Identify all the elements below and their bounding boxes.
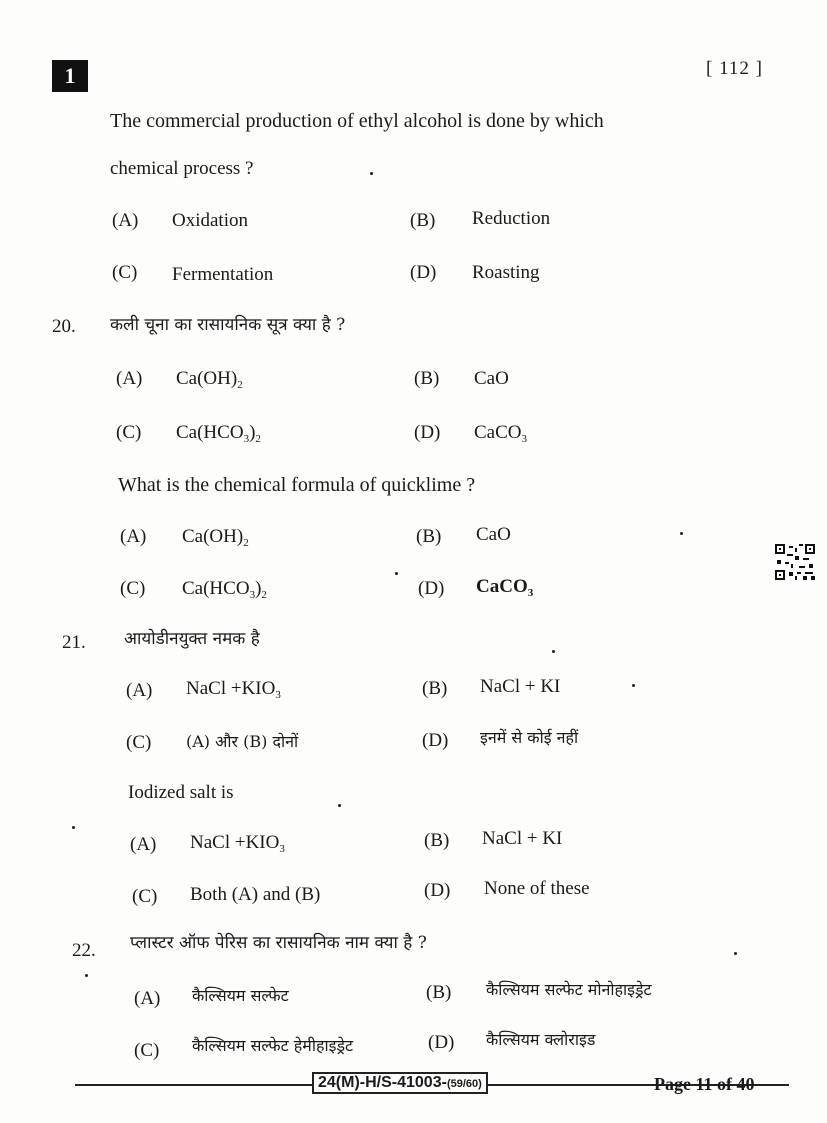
q19-option-b: Reduction [472,208,551,229]
q22-option-key-a: (A) [134,988,161,1009]
q20-en-option-d: CaCO$_3$ [476,576,534,599]
q20-hi-option-key-c: (C) [116,422,142,443]
q19-option-d: Roasting [472,262,540,283]
q20-hi-option-c: $Ca(HCO_3)_2$ [176,422,261,445]
q20-hindi-question: कली चूना का रासायनिक सूत्र क्या है ? [110,315,346,335]
q19-option-key-b: (B) [410,210,436,231]
scan-speck [85,974,88,977]
scan-speck [734,952,737,955]
q22-option-key-c: (C) [134,1040,160,1061]
q21-hi-option-c: (A) और (B) दोनों [186,732,299,751]
q21-en-option-b: NaCl + KI [482,828,563,849]
q19-option-key-d: (D) [410,262,437,283]
scan-speck [632,684,635,687]
q21-number: 21. [62,632,86,653]
scan-speck [72,826,75,829]
qr-code-icon [775,544,815,580]
q22-number: 22. [72,940,96,961]
q21-en-option-key-b: (B) [424,830,450,851]
q21-en-option-c: Both (A) and (B) [190,884,321,905]
q22-option-c: कैल्सियम सल्फेट हेमीहाइड्रेट [192,1036,354,1055]
q20-hi-option-key-a: (A) [116,368,143,389]
q21-en-option-key-a: (A) [130,834,157,855]
q19-option-c: Fermentation [172,264,274,285]
q19-option-a: Oxidation [172,210,248,231]
q20-hi-option-a: $Ca(OH)_2$ [176,368,243,391]
q20-en-option-key-d: (D) [418,578,445,599]
q21-hi-option-a: NaCl $+KIO_3$ [186,678,281,701]
q22-option-d: कैल्सियम क्लोराइड [486,1030,596,1049]
q20-en-option-b: CaO [476,524,511,545]
q20-number: 20. [52,316,76,337]
q20-en-option-key-b: (B) [416,526,442,547]
scan-speck [680,532,683,535]
section-badge: 1 [52,60,88,92]
scan-speck [338,804,341,807]
q21-en-option-key-d: (D) [424,880,451,901]
q21-hindi-question: आयोडीनयुक्त नमक है [124,629,260,649]
page-number: [ 112 ] [706,58,763,79]
q21-en-option-d: None of these [484,878,590,899]
q19-option-key-c: (C) [112,262,138,283]
q20-hi-option-d: CaCO$_3$ [474,422,527,445]
q21-hi-option-b: NaCl + KI [480,676,561,697]
q19-option-key-a: (A) [112,210,139,231]
q19-question-line1: The commercial production of ethyl alcohol is done by which [110,110,604,132]
q20-hi-option-key-d: (D) [414,422,441,443]
paper-code: 24(M)-H/S-41003-(59/60) [312,1072,488,1094]
q21-en-option-key-c: (C) [132,886,158,907]
q21-hi-option-key-d: (D) [422,730,449,751]
q22-option-a: कैल्सियम सल्फेट [192,986,289,1005]
q20-en-option-c: $Ca(HCO_3)_2$ [182,578,267,601]
q22-option-key-b: (B) [426,982,452,1003]
q20-hi-option-key-b: (B) [414,368,440,389]
q21-en-option-a: NaCl $+KIO_3$ [190,832,285,855]
q21-hi-option-key-a: (A) [126,680,153,701]
q21-english-question: Iodized salt is [128,782,234,803]
q20-en-option-key-a: (A) [120,526,147,547]
q22-option-b: कैल्सियम सल्फेट मोनोहाइड्रेट [486,980,652,999]
q20-hi-option-b: CaO [474,368,509,389]
q20-en-option-a: $Ca(OH)_2$ [182,526,249,549]
q20-english-question: What is the chemical formula of quicklime ? [118,474,476,496]
footer-page-number: Page 11 of 40 [654,1074,755,1094]
q21-hi-option-d: इनमें से कोई नहीं [480,728,579,747]
scan-speck [552,650,555,653]
scan-speck [370,172,373,175]
scan-speck [395,572,398,575]
q20-en-option-key-c: (C) [120,578,146,599]
q22-option-key-d: (D) [428,1032,455,1053]
q21-hi-option-key-c: (C) [126,732,152,753]
q21-hi-option-key-b: (B) [422,678,448,699]
q19-question-line2: chemical process ? [110,158,254,179]
q22-hindi-question: प्लास्टर ऑफ पेरिस का रासायनिक नाम क्या है ? [130,933,427,953]
